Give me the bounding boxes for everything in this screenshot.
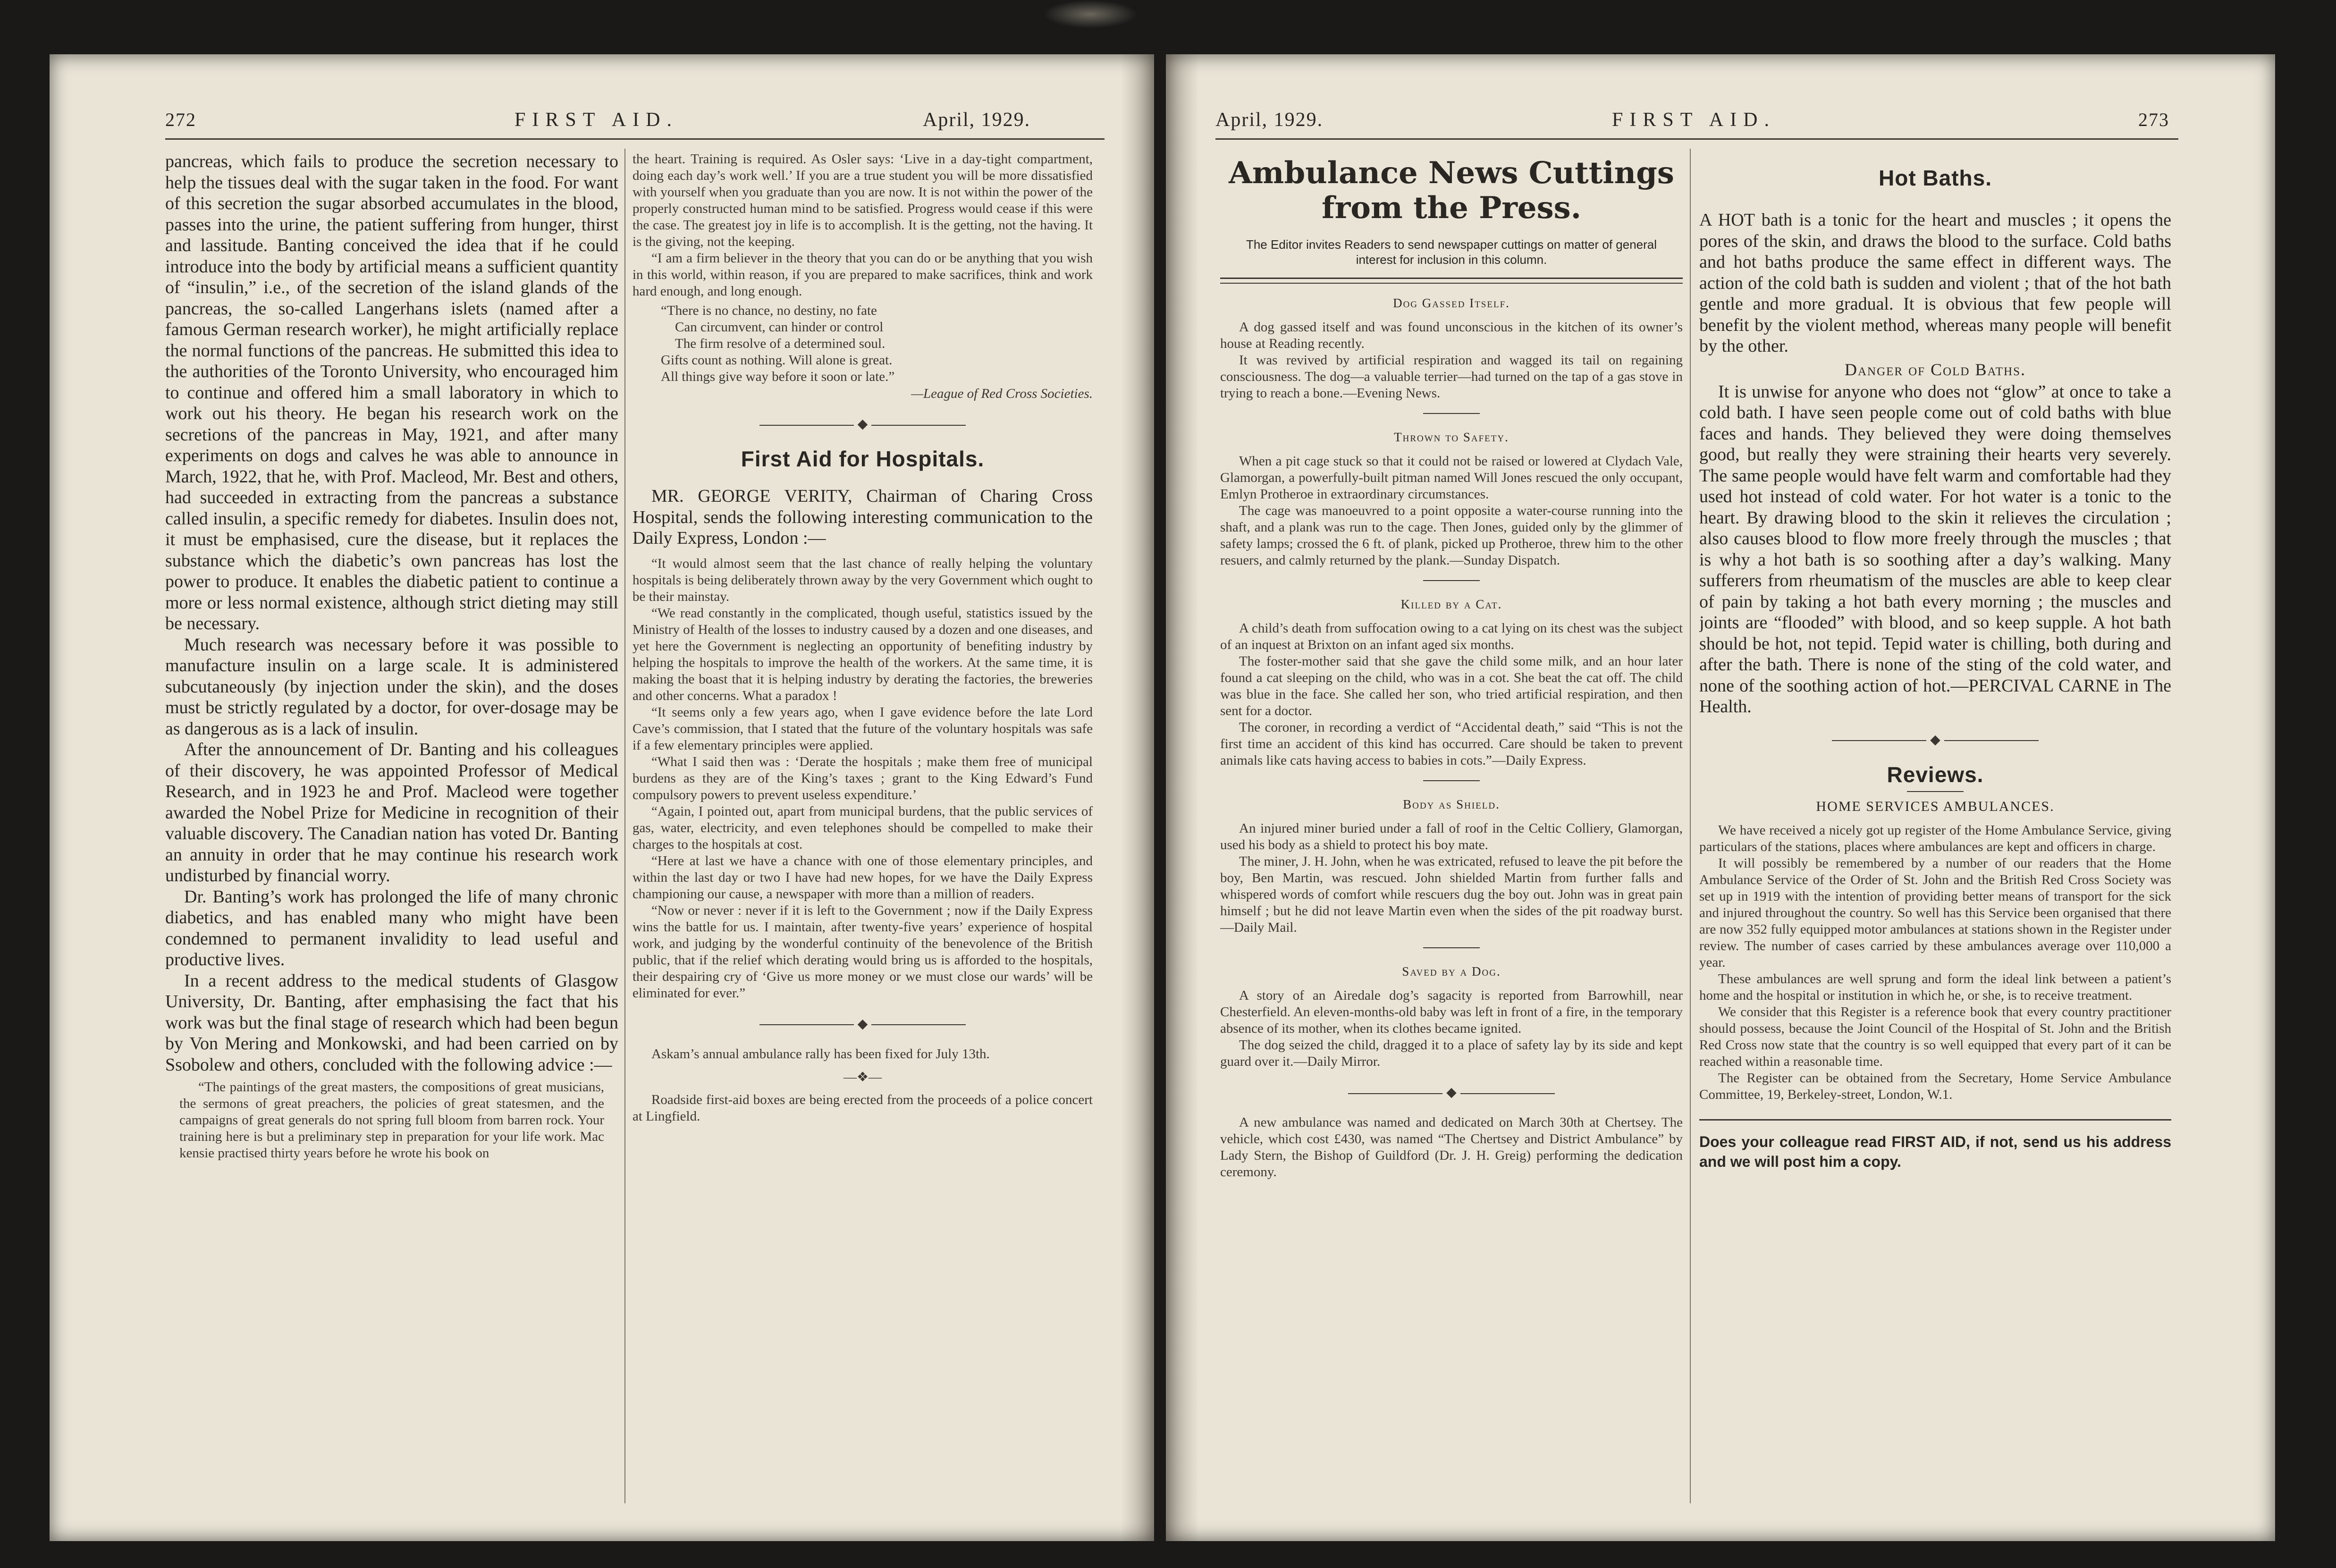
right-header-date: April, 1929. bbox=[1215, 109, 1324, 131]
right-gutter-shadow bbox=[1166, 54, 1199, 1541]
cutting-separator bbox=[1423, 780, 1480, 781]
review-paragraph: These ambulances are well sprung and form the ideal link between a patient’s home and the hospital or institution in which he, or she, is to receive treatment. bbox=[1699, 971, 2171, 1003]
left-running-title: FIRST AID. bbox=[514, 109, 678, 131]
section-ornament: ◆ bbox=[1699, 732, 2171, 748]
review-paragraph: We have received a nicely got up register of the Home Ambulance Service, giving particulars of the stations, places where ambulances are kept and officers in charge. bbox=[1699, 822, 2171, 854]
banting-paragraph-3: After the announcement of Dr. Banting and his colleagues of their discovery, he was appointed Professor of Medical Research, and in 1923 he and Prof. Macleod were together awarded the Nobel Prize for Medicine in recognition of their valuable discovery. The Canadian nation has voted Dr. Banting an annuity in order that he may continue his research work undisturbed by financial worry. bbox=[165, 740, 618, 885]
cutting-separator bbox=[1423, 580, 1480, 581]
left-gutter-shadow bbox=[1121, 54, 1154, 1541]
cutting-text: When a pit cage stuck so that it could not be raised or lowered at Clydach Vale, Glamorgan, a powerfully-built pitman named Will Jones rescued the only occupant, Emlyn Protheroe in extraordinary circumstances. bbox=[1220, 454, 1683, 502]
hospitals-heading: First Aid for Hospitals. bbox=[741, 447, 985, 471]
cold-baths-subheading: Danger of Cold Baths. bbox=[1845, 360, 2026, 379]
banting-paragraph-4: Dr. Banting’s work has prolonged the life of many chronic diabetics, and has enabled many who might have been condemned to permanent invalidity to lead useful and productive lives. bbox=[165, 886, 618, 969]
right-column-2 bbox=[1699, 151, 2171, 1513]
binding-clip bbox=[1043, 0, 1138, 28]
cutting-text: The coroner, in recording a verdict of “Accidental death,” said “This is not the first time an accident of this kind has occurred. Care should be taken to prevent animals like cats having access to babies in cots.”—Daily Express. bbox=[1220, 720, 1683, 768]
banting-quote: “The paintings of the great masters, the compositions of great musicians, the sermons of great preachers, the policies of great statesmen, and the campaigns of great generals do not spring full bloom from barren rock. Your training here is but a preliminary step in preparation for your life work. Mac kensie practised thirty years before he wrote his book on bbox=[179, 1079, 604, 1161]
right-header-rule bbox=[1215, 138, 2178, 140]
left-header-rule bbox=[165, 138, 1105, 140]
banting-quote-continued: the heart. Training is required. As Osler says: ‘Live in a day-tight compartment, doing each day’s work well.’ If you are a true student you will be more dissatisfied with yourself when you graduate than you are now. It is not within the power of the properly constructed human mind to be satisfied. Progress would cease if this were the case. The greatest joy in life is to accomplish. It is the getting, not the having. It is the giving, not the keeping. bbox=[632, 152, 1093, 249]
hospitals-paragraph: “It seems only a few years ago, when I gave evidence before the late Lord Cave’s commission, that I stated that the future of the voluntary hospitals was safe if a few elementary principles were applied. bbox=[632, 704, 1093, 753]
section-ornament: ◆ bbox=[1220, 1084, 1683, 1100]
right-page-number: 273 bbox=[2138, 109, 2169, 130]
masthead-rule bbox=[1220, 278, 1683, 284]
cutting-text: A story of an Airedale dog’s sagacity is reported from Barrowhill, near Chesterfield. An eleven-months-old baby was left in front of a fire, in the temporary absence of its mother, when its clothes became ignited. bbox=[1220, 988, 1683, 1036]
verse-line: All things give way before it soon or late.” bbox=[661, 369, 895, 384]
left-page-number: 272 bbox=[165, 109, 196, 130]
right-column-divider bbox=[1690, 149, 1691, 1503]
review-paragraph: The Register can be obtained from the Secretary, Home Service Ambulance Committee, 19, Berkeley-street, London, W.1. bbox=[1699, 1070, 2171, 1102]
reviews-subheading: HOME SERVICES AMBULANCES. bbox=[1816, 798, 2055, 814]
cutting-text: The dog seized the child, dragged it to a place of safety lay by its side and kept guard over it.—Daily Mirror. bbox=[1220, 1037, 1683, 1069]
left-header-date: April, 1929. bbox=[923, 109, 1031, 131]
hospitals-paragraph: “It would almost seem that the last chance of really helping the voluntary hospitals is being deliberately thrown away by the very Government which ought to be their mainstay. bbox=[632, 556, 1093, 604]
cutting-text: The miner, J. H. John, when he was extricated, refused to leave the pit before the boy, Ben Martin, was rescued. John shielded Martin from further falls and whispered words of comfort while rescuers dug the boy out. John was in great pain himself ; but he did not leave Martin even when the sides of the pit roadway burst.—Daily Mail. bbox=[1220, 854, 1683, 935]
verse-line: Gifts count as nothing. Will alone is great. bbox=[661, 353, 893, 368]
cutting-title: Thrown to Safety. bbox=[1394, 430, 1509, 444]
left-column-1 bbox=[165, 151, 618, 1513]
cutting-text: A dog gassed itself and was found unconscious in the kitchen of its owner’s house at Reading recently. bbox=[1220, 320, 1683, 351]
hospitals-paragraph: “Again, I pointed out, apart from municipal burdens, that the public services of gas, water, electricity, and even telephones should be compelled to make their charges to the hospitals at cost. bbox=[632, 803, 1093, 852]
verse bbox=[661, 303, 1093, 385]
verse-citation: —League of Red Cross Societies. bbox=[911, 386, 1093, 401]
cutting-text: The foster-mother said that she gave the child some milk, and an hour later found a cat sleeping on the child, who was in a cot. She beat the cat off. The child was blue in the face. She called her son, who tried artificial respiration, and then sent for a doctor. bbox=[1220, 654, 1683, 718]
review-paragraph: It will possibly be remembered by a number of our readers that the Home Ambulance Service of the Order of St. John and the British Red Cross Society was set up in 1919 with the intention of providing better means of transport for the sick and injured throughout the country. So well has this Service been organised that there are now 352 fully equipped motor ambulances at stations shown in the Register under review. The number of cases carried by these ambulances average over 110,000 a year. bbox=[1699, 855, 2171, 970]
verse-line: The firm resolve of a determined soul. bbox=[675, 336, 885, 351]
small-ornament: —❖— bbox=[843, 1070, 882, 1085]
cutting-title: Killed by a Cat. bbox=[1400, 597, 1502, 611]
hospitals-paragraph: “What I said then was : ‘Derate the hospitals ; make them free of municipal burdens as they are of the King’s taxes ; grant to the King Edward’s Fund compulsory powers to prevent useless expenditure.’ bbox=[632, 754, 1093, 802]
cutting-title: Body as Shield. bbox=[1403, 797, 1500, 811]
right-page bbox=[1166, 54, 2275, 1541]
section-ornament: ◆ bbox=[632, 1016, 1093, 1032]
hospitals-paragraph: “We read constantly in the complicated, though useful, statistics issued by the Ministry of Health of the losses to industry caused by a dozen and one diseases, and yet here the Government is neglecting an opportunity of benefiting industry by helping the hospitals to improve the health of the workers. At the same time, it is making the boast that it is helping industry by derating the factories, the breweries and other concerns. What a paradox ! bbox=[632, 605, 1093, 703]
roadside-boxes-note: Roadside first-aid boxes are being erected from the proceeds of a police concert at Lingfield. bbox=[632, 1092, 1093, 1124]
cutting-title: Saved by a Dog. bbox=[1402, 964, 1501, 978]
left-page bbox=[50, 54, 1154, 1541]
banting-paragraph-1: pancreas, which fails to produce the secretion necessary to help the tissues deal with the sugar taken in the food. For want of this secretion the sugar absorbed accumulates in the blood, passes into the urine, the patient suffering from hunger, thirst and lassitude. Banting conceived the idea that if he could introduce into the body by artificial means a sufficient quantity of “insulin,” i.e., of the secretion of the island glands of the pancreas, the so-called Langerhans islets (named after a famous German research worker), he might artificially replace the normal functions of the pancreas. He submitted this idea to the authorities of the Toronto University, who encouraged him to continue and offered him a small laboratory in which to work out his theory. He began his research work on the secretions of the pancreas in May, 1921, and after many experiments on dogs and calves he was able to announce in March, 1922, that he, with Prof. Macleod, Mr. Best and others, had succeeded in extracting from the pancreas a substance called insulin, a specific remedy for diabetes. Insulin does not, it must be emphasised, cure the disease, but it replaces the substance which the diabetic’s own pancreas has lost the power to produce. It enables the diabetic patient to continue a more or less normal existence, although strict dieting may still be necessary. bbox=[165, 152, 618, 633]
cutting-separator bbox=[1423, 947, 1480, 948]
left-column-divider bbox=[624, 149, 625, 1503]
right-header bbox=[1166, 109, 2275, 137]
cutting-title: Dog Gassed Itself. bbox=[1393, 296, 1510, 310]
left-header bbox=[50, 109, 1154, 137]
banting-paragraph-2: Much research was necessary before it was possible to manufacture insulin on a large scale. It is administered subcutaneously (by injection under the skin), and the doses must be strictly regulated by a doctor, for over-dosage may be as dangerous as is a lack of insulin. bbox=[165, 634, 618, 739]
cutting-text: An injured miner buried under a fall of roof in the Celtic Colliery, Glamorgan, used his body as a shield to protect his boy mate. bbox=[1220, 821, 1683, 852]
reviews-heading: Reviews. bbox=[1887, 762, 1984, 787]
cutting-text: The cage was manoeuvred to a point opposite a water-course running into the shaft, and a plank was run to the cage. Then Jones, guided only by the glimmer of safety lamps; crossed the 6 ft. of plank, picked up Protheroe, threw him to the other resuers, and calmly returned by the plank.—Sunday Dispatch. bbox=[1220, 503, 1683, 568]
hot-baths-paragraph-2: It is unwise for anyone who does not “glow” at once to take a cold bath. I have seen people come out of cold baths with blue faces and hands. They believed they were doing themselves good, but really they were straining their hearts very severely. The same people would have felt warm and comfortable had they used hot instead of cold water. For hot water is a tonic to the heart. By drawing blood to the skin it relieves the circulation ; also causes blood to flow more freely through the muscles ; that is why a hot bath is so soothing after a day’s walking. Many sufferers from rheumatism of the muscles are able to keep clear of pain by taking a hot bath every morning ; the muscles and joints are “flooded” with blood, and so keep supple. A hot bath should be hot, not tepid. Tepid water is chilling, both during and after the bath. There is none of the sting of the cold water, and none of the soothing action of hot.—PERCIVAL CARNE in The Health. bbox=[1699, 381, 2171, 717]
cuttings-invite: The Editor invites Readers to send newspaper cuttings on matter of general interest for inclusion in this column. bbox=[1246, 237, 1657, 267]
banting-paragraph-5: In a recent address to the medical students of Glasgow University, Dr. Banting, after emphasising the fact that his work was but the final stage of research which had been begun by Von Mering and Monkowski, and had been carried on by Ssobolew and others, concluded with the following advice :— bbox=[165, 970, 618, 1075]
right-running-title: FIRST AID. bbox=[1612, 109, 1776, 131]
hot-baths-paragraph-1: A HOT bath is a tonic for the heart and muscles ; it opens the pores of the skin, and draws the blood to the surface. Cold baths and hot baths produce the same effect in different ways. The action of the cold bath is sudden and violent ; that of the hot bath gentle and more gradual. It is obvious that few people will benefit by the violent method, whereas many people will benefit by the other. bbox=[1699, 210, 2171, 356]
right-column-1 bbox=[1220, 151, 1683, 1513]
askam-rally-note: Askam’s annual ambulance rally has been fixed for July 13th. bbox=[651, 1046, 990, 1062]
cutting-text: It was revived by artificial respiration and wagged its tail on regaining consciousness. The dog—a valuable terrier—had turned on the tap of a gas stove in trying to reach a bone.—Evening News. bbox=[1220, 353, 1683, 401]
banting-quote-belief: “I am a firm believer in the theory that you can do or be anything that you wish in this world, within reason, if you are prepared to make sacrifices, think and work hard enough, and long enough. bbox=[632, 251, 1093, 299]
hospitals-paragraph: “Here at last we have a chance with one of those elementary principles, and within the last day or two I have had new hopes, for we have the Daily Express championing our cause, a newspaper with more than a million of readers. bbox=[632, 853, 1093, 902]
reviews-rule bbox=[1907, 791, 1964, 792]
hospitals-intro: MR. GEORGE VERITY, Chairman of Charing Cross Hospital, sends the following interesting communication to the Daily Express, London :— bbox=[632, 486, 1093, 548]
chertsey-ambulance-note: A new ambulance was named and dedicated on March 30th at Chertsey. The vehicle, which cost £430, was named “The Chertsey and District Ambulance” by Lady Stern, the Bishop of Guildford (Dr. J. H. Greig) performing the dedication ceremony. bbox=[1220, 1115, 1683, 1180]
hospitals-paragraph: “Now or never : never if it is left to the Government ; now if the Daily Express wins the battle for us. I maintain, after twenty-five years’ experience of hospital work, and judging by the wonderful continuity of the benevolence of the British public, that if the relief which derating would bring us is afforded to the hospitals, their despairing cry of ‘Give us more money or we must close our wards’ will be eliminated for ever.” bbox=[632, 902, 1093, 1001]
verse-line: Can circumvent, can hinder or control bbox=[675, 320, 884, 335]
cutting-text: A child’s death from suffocation owing to a cat lying on its chest was the subject of an inquest at Brixton on an infant aged six months. bbox=[1220, 621, 1683, 652]
hot-baths-heading: Hot Baths. bbox=[1879, 166, 1992, 190]
cutting-separator bbox=[1423, 413, 1480, 414]
section-ornament: ◆ bbox=[632, 416, 1093, 432]
colleague-promo: Does your colleague read FIRST AID, if not, send us his address and we will post him a copy. bbox=[1699, 1119, 2171, 1172]
review-paragraph: We consider that this Register is a reference book that every country practitioner should possess, because the Joint Council of the Hospital of St. John and the British Red Cross now state that the country is so well equipped that every part of it can be reached within a reasonable time. bbox=[1699, 1004, 2171, 1069]
left-column-2 bbox=[632, 151, 1093, 1513]
cuttings-masthead: Ambulance News Cuttings from the Press. bbox=[1229, 155, 1674, 226]
verse-line: “There is no chance, no destiny, no fate bbox=[661, 303, 877, 318]
